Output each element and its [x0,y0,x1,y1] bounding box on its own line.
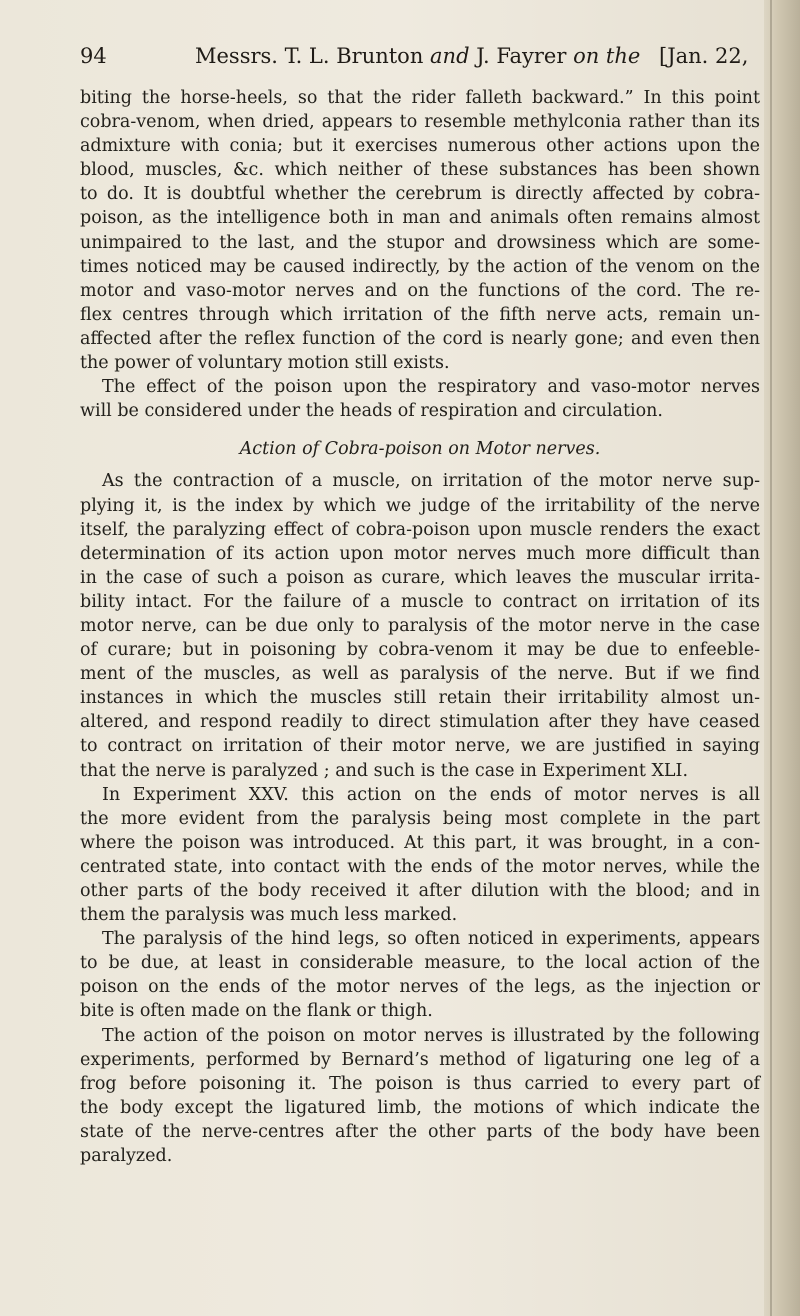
text-line: blood, muscles, &c. which neither of these substances has been shown [80,160,760,181]
text-line: admixture with conia; but it exercises numerous other actions upon the [80,136,760,157]
text-line: state of the nerve-centres after the other parts of the body have been [80,1121,760,1142]
text-line: The paralysis of the hind legs, so often noticed in experiments, appears [102,929,760,950]
paragraph-6 [80,1024,760,1169]
text-line: In Experiment XXV. this action on the ends of motor nerves is all [102,784,760,805]
text-line: them the paralysis was much less marked. [80,905,458,926]
text-line: centrated state, into contact with the ends of the motor nerves, while the [80,856,760,877]
section-heading: Action of Cobra-poison on Motor nerves. [239,439,601,460]
running-authors-2: J. Fayrer [469,44,574,68]
running-title [195,44,640,68]
text-line: affected after the reflex function of the cord is nearly gone; and even then [80,328,760,349]
text-line: the more evident from the paralysis being most complete in the part [80,808,760,829]
paragraph-3 [80,469,760,782]
running-authors-1: Messrs. T. L. Brunton [195,44,431,68]
text-line: The effect of the poison upon the respiratory and vaso-motor nerves [102,377,760,398]
text-line: other parts of the body received it after dilution with the blood; and in [80,881,760,901]
text-line: itself, the paralyzing effect of cobra-poison upon muscle renders the exact [80,519,760,540]
body-text [80,86,760,1168]
text-line: motor nerve, can be due only to paralysis of the motor nerve in the case [80,615,760,636]
text-line: experiments, performed by Bernard’s method of ligaturing one leg of a [80,1049,760,1070]
text-line: determination of its action upon motor nerves much more difficult than [80,543,760,564]
text-line: the body except the ligatured limb, the motions of which indicate the [80,1097,760,1118]
text-line: The action of the poison on motor nerves is illustrated by the following [102,1025,760,1046]
paragraph-4 [80,783,760,928]
text-line: poison, as the intelligence both in man and animals often remains almost [80,208,760,229]
text-line: paralyzed. [80,1146,173,1167]
text-line: in the case of such a poison as curare, which leaves the muscular irrita- [80,567,760,588]
text-line: poison on the ends of the motor nerves of the legs, as the injection or [80,977,760,998]
text-line: of curare; but in poisoning by cobra-venom it may be due to enfeeble- [80,640,760,661]
text-line: ment of the muscles, as well as paralysis of the nerve. But if we find [80,664,760,685]
text-line: frog before poisoning it. The poison is thus carried to every part of [80,1073,760,1094]
paragraph-1 [80,86,760,375]
text-line: bility intact. For the failure of a muscle to contract on irritation of its [80,591,760,612]
running-header [80,44,778,74]
paragraph-2 [80,375,760,423]
page-number: 94 [80,44,107,68]
text-line: unimpaired to the last, and the stupor and drowsiness which are some- [80,232,760,253]
text-line: motor and vaso-motor nerves and on the functions of the cord. The re- [80,280,760,301]
text-line: to contract on irritation of their motor nerve, we are justified in saying [80,736,760,757]
text-line: As the contraction of a muscle, on irritation of the motor nerve sup- [102,471,760,492]
text-line: to be due, at least in considerable measure, to the local action of the [80,953,760,974]
paragraph-5 [80,927,760,1023]
text-line: where the poison was introduced. At this part, it was brought, in a con- [80,832,760,853]
text-line: the power of voluntary motion still exists. [80,353,450,374]
running-on-the: on the [573,44,641,68]
text-line: to do. It is doubtful whether the cerebrum is directly affected by cobra- [80,184,760,205]
text-line: biting the horse-heels, so that the rider falleth backward.” In this point [80,88,760,108]
text-line: that the nerve is paralyzed ; and such is the case in Experiment XLI. [80,760,689,781]
text-line: flex centres through which irritation of the fifth nerve acts, remain un- [80,304,760,325]
text-line: times noticed may be caused indirectly, by the action of the venom on the [80,256,760,277]
running-date: [Jan. 22, [659,44,749,68]
text-line: plying it, is the index by which we judge of the irritability of the nerve [80,495,760,516]
running-and: and [430,44,470,68]
text-line: instances in which the muscles still retain their irritability almost un- [80,688,760,709]
binding-edge-line [770,0,772,1316]
text-line: bite is often made on the flank or thigh. [80,1001,433,1022]
text-line: cobra-venom, when dried, appears to resemble methylconia rather than its [80,112,760,133]
text-line: will be considered under the heads of respiration and circulation. [80,401,663,422]
text-line: altered, and respond readily to direct stimulation after they have ceased [80,712,760,733]
